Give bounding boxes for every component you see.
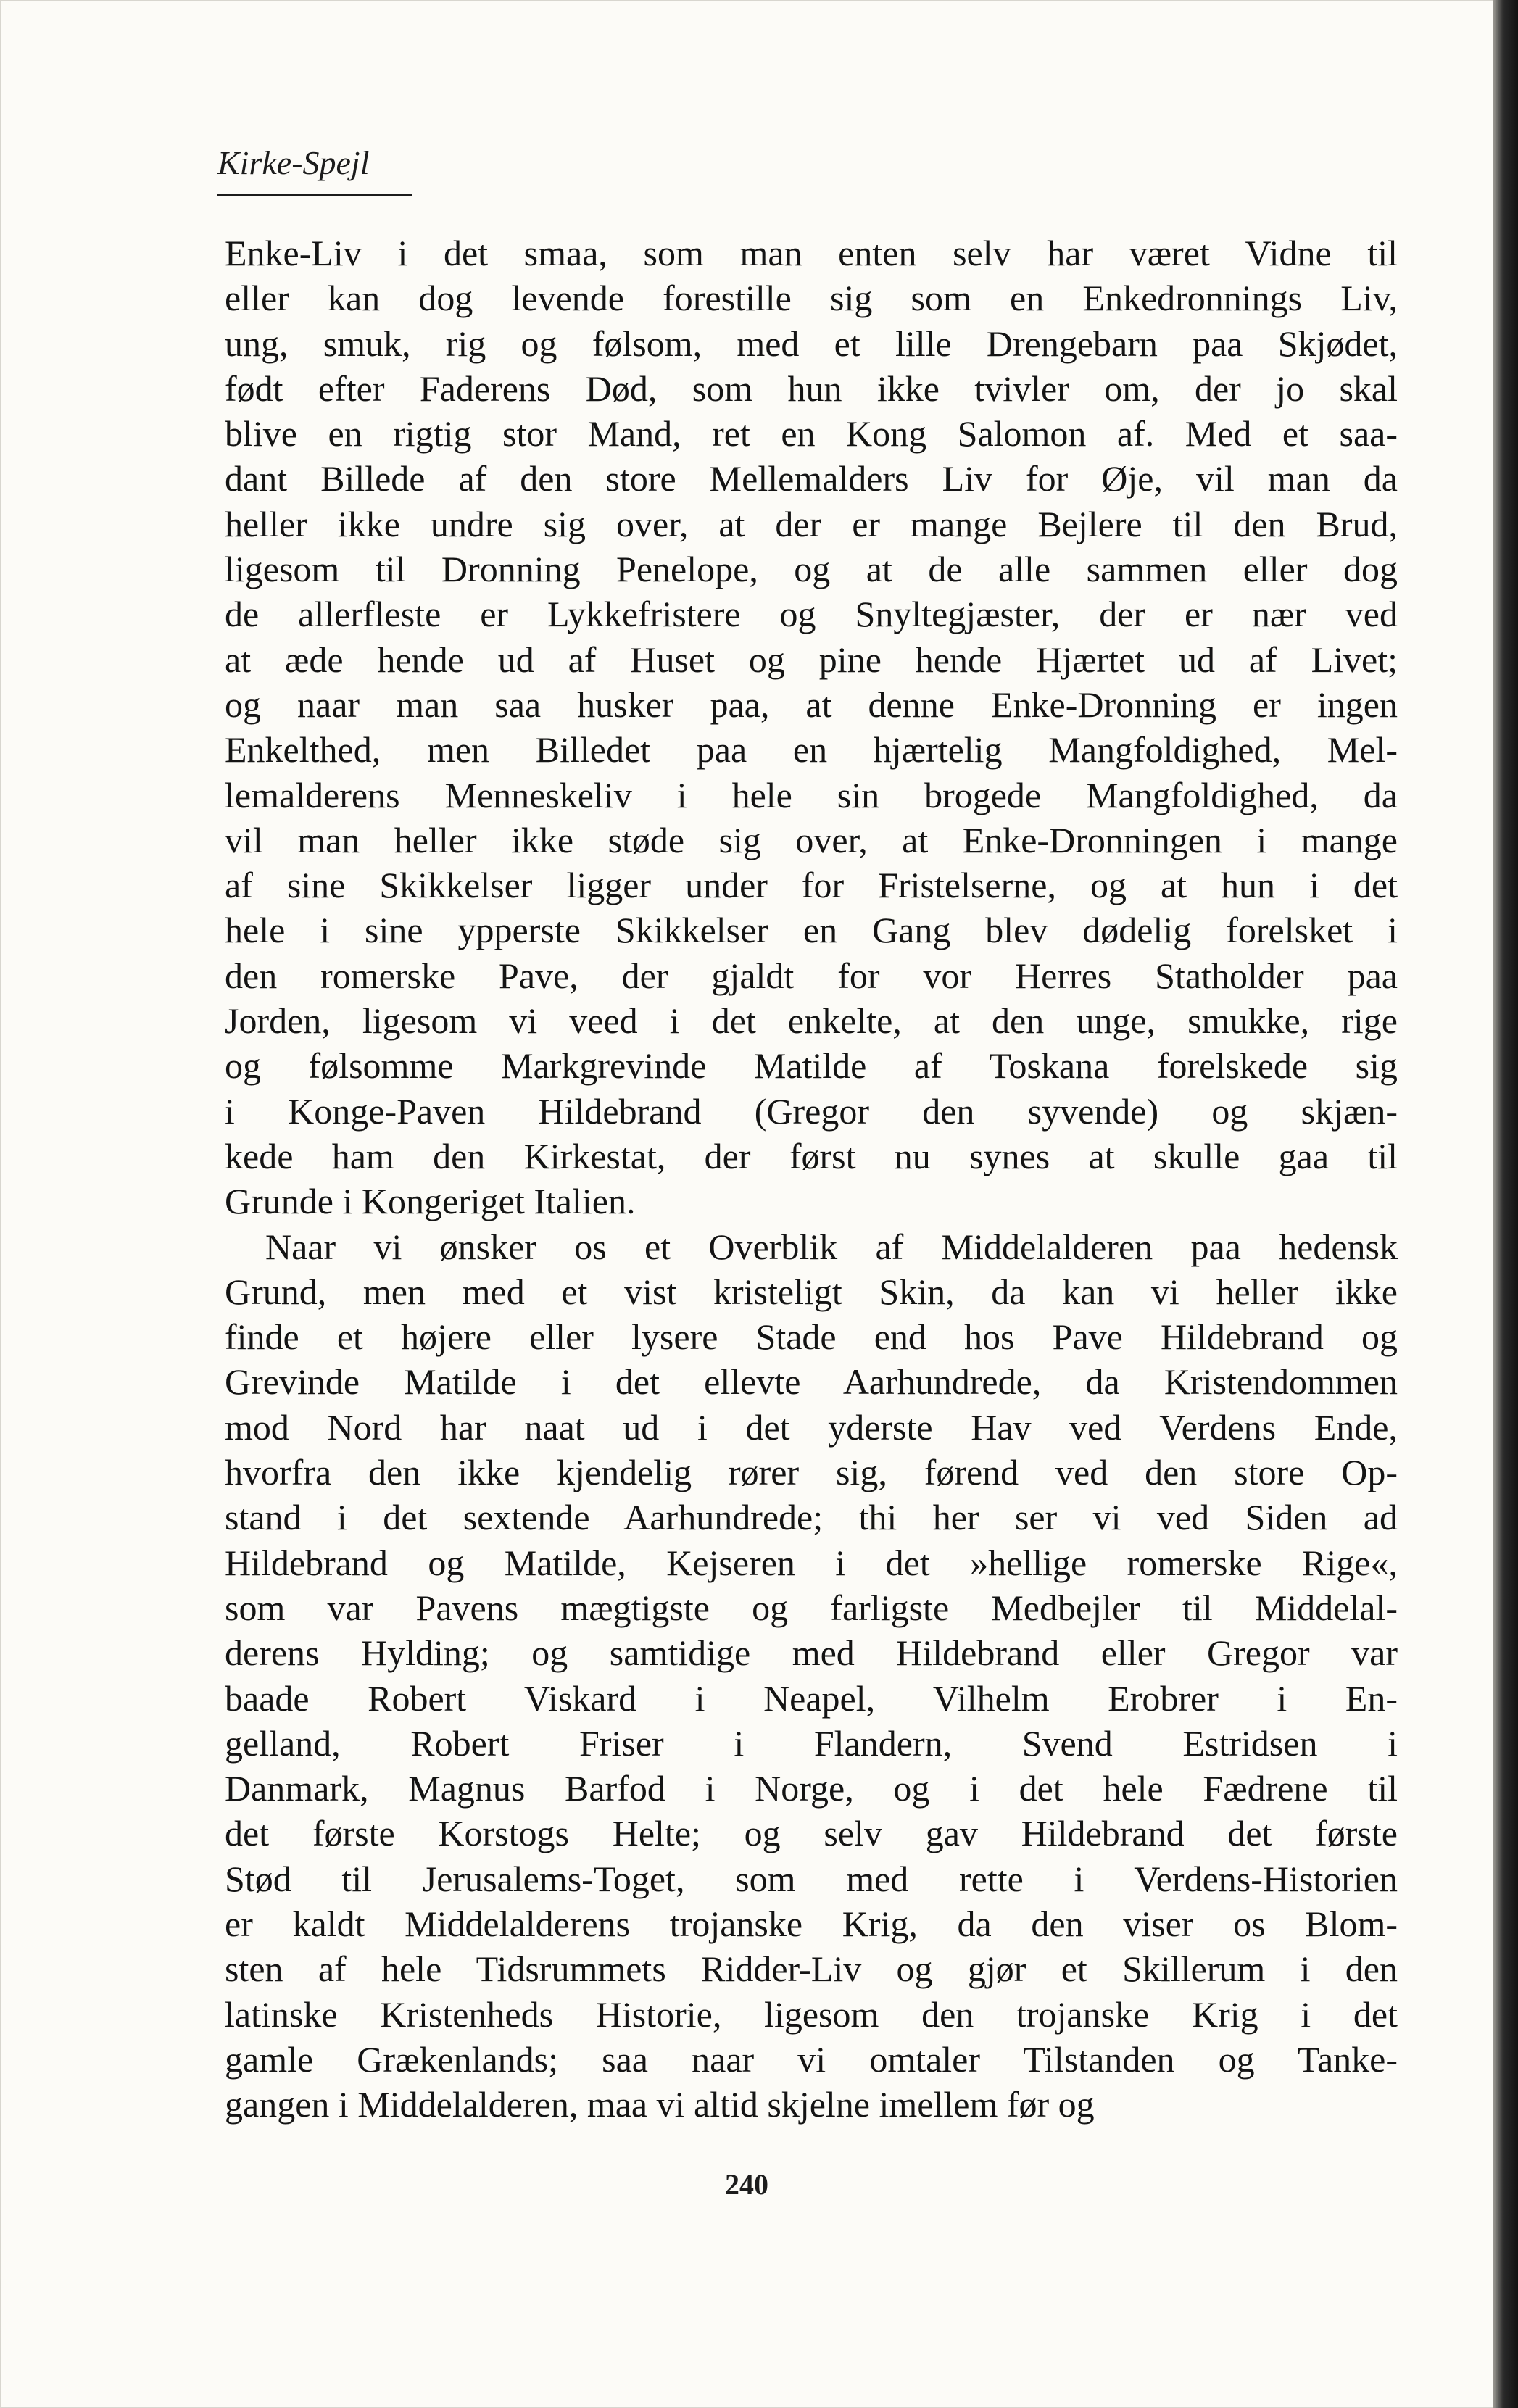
text-line: som var Pavens mægtigste og farligste Medbejler til Middelal- xyxy=(225,1587,1398,1628)
text-line: at æde hende ud af Huset og pine hende Hjærtet ud af Livet; xyxy=(225,639,1398,680)
text-line: sten af hele Tidsrummets Ridder-Liv og gjør et Skillerum i den xyxy=(225,1948,1398,1990)
text-line: de allerfleste er Lykkefristere og Snyltegjæster, der er nær ved xyxy=(225,594,1398,635)
text-line: mod Nord har naat ud i det yderste Hav ved Verdens Ende, xyxy=(225,1406,1398,1448)
text-line: gelland, Robert Friser i Flandern, Svend Estridsen i xyxy=(225,1722,1398,1764)
text-line: kede ham den Kirkestat, der først nu synes at skulle gaa til xyxy=(225,1135,1398,1176)
text-line: Jorden, ligesom vi veed i det enkelte, at den unge, smukke, rige xyxy=(225,1000,1398,1042)
text-line: ligesom til Dronning Penelope, og at de alle sammen eller dog xyxy=(225,549,1398,590)
text-line: det første Korstogs Helte; og selv gav Hildebrand det første xyxy=(225,1813,1398,1854)
text-line: den romerske Pave, der gjaldt for vor Herres Statholder paa xyxy=(225,955,1398,996)
text-line: gamle Grækenlands; saa naar vi omtaler Tilstanden og Tanke- xyxy=(225,2038,1398,2080)
text-line: heller ikke undre sig over, at der er mange Bejlere til den Brud, xyxy=(225,503,1398,544)
text-line: eller kan dog levende forestille sig som en Enkedronnings Liv, xyxy=(225,278,1398,319)
text-line: dant Billede af den store Mellemalders Liv for Øje, vil man da xyxy=(225,458,1398,499)
body-text xyxy=(225,231,1398,2127)
text-line: blive en rigtig stor Mand, ret en Kong Salomon af. Med et saa- xyxy=(225,413,1398,454)
text-line: i Konge-Paven Hildebrand (Gregor den syvende) og skjæn- xyxy=(225,1090,1398,1132)
text-line: Grunde i Kongeriget Italien. xyxy=(225,1181,636,1222)
text-line: Enkelthed, men Billedet paa en hjærtelig Mangfoldighed, Mel- xyxy=(225,729,1398,771)
text-line: derens Hylding; og samtidige med Hildebrand eller Gregor var xyxy=(225,1632,1398,1674)
text-line: Grund, men med et vist kristeligt Skin, da kan vi heller ikke xyxy=(225,1271,1398,1312)
text-line: og følsomme Markgrevinde Matilde af Toskana forelskede sig xyxy=(225,1045,1398,1087)
page-number: 240 xyxy=(725,2168,768,2201)
scan-edge xyxy=(1493,0,1518,2408)
text-line: Enke-Liv i det smaa, som man enten selv har været Vidne til xyxy=(225,233,1398,273)
text-line: stand i det sextende Aarhundrede; thi her ser vi ved Siden ad xyxy=(225,1497,1398,1538)
text-line: hvorfra den ikke kjendelig rører sig, førend ved den store Op- xyxy=(225,1452,1398,1493)
text-line: hele i sine ypperste Skikkelser en Gang blev dødelig forelsket i xyxy=(225,910,1398,951)
text-line: er kaldt Middelalderens trojanske Krig, da den viser os Blom- xyxy=(225,1903,1398,1944)
text-line: finde et højere eller lysere Stade end hos Pave Hildebrand og xyxy=(225,1316,1398,1358)
text-line: af sine Skikkelser ligger under for Fristelserne, og at hun i det xyxy=(225,865,1398,906)
text-line: født efter Faderens Død, som hun ikke tvivler om, der jo skal xyxy=(225,368,1398,409)
text-line: vil man heller ikke støde sig over, at Enke-Dronningen i mange xyxy=(225,819,1398,860)
text-line: ung, smuk, rig og følsom, med et lille Drengebarn paa Skjødet, xyxy=(225,323,1398,364)
text-line: latinske Kristenheds Historie, ligesom den trojanske Krig i det xyxy=(225,1993,1398,2035)
text-line: Hildebrand og Matilde, Kejseren i det »hellige romerske Rige«, xyxy=(225,1542,1398,1583)
text-line: baade Robert Viskard i Neapel, Vilhelm Erobrer i En- xyxy=(225,1677,1398,1719)
text-line: lemalderens Menneskeliv i hele sin brogede Mangfoldighed, da xyxy=(225,774,1398,815)
running-head: Kirke-Spejl xyxy=(217,144,370,181)
text-line: Stød til Jerusalems-Toget, som med rette i Verdens-Historien xyxy=(225,1858,1398,1899)
text-line: Grevinde Matilde i det ellevte Aarhundrede, da Kristendommen xyxy=(225,1361,1398,1403)
text-line: gangen i Middelalderen, maa vi altid skjelne imellem før og xyxy=(225,2084,1095,2125)
running-head-rule xyxy=(217,194,412,196)
text-line: og naar man saa husker paa, at denne Enke-Dronning er ingen xyxy=(225,684,1398,725)
text-line: Naar vi ønsker os et Overblik af Middelalderen paa hedensk xyxy=(265,1226,1398,1267)
text-line: Danmark, Magnus Barfod i Norge, og i det hele Fædrene til xyxy=(225,1768,1398,1809)
